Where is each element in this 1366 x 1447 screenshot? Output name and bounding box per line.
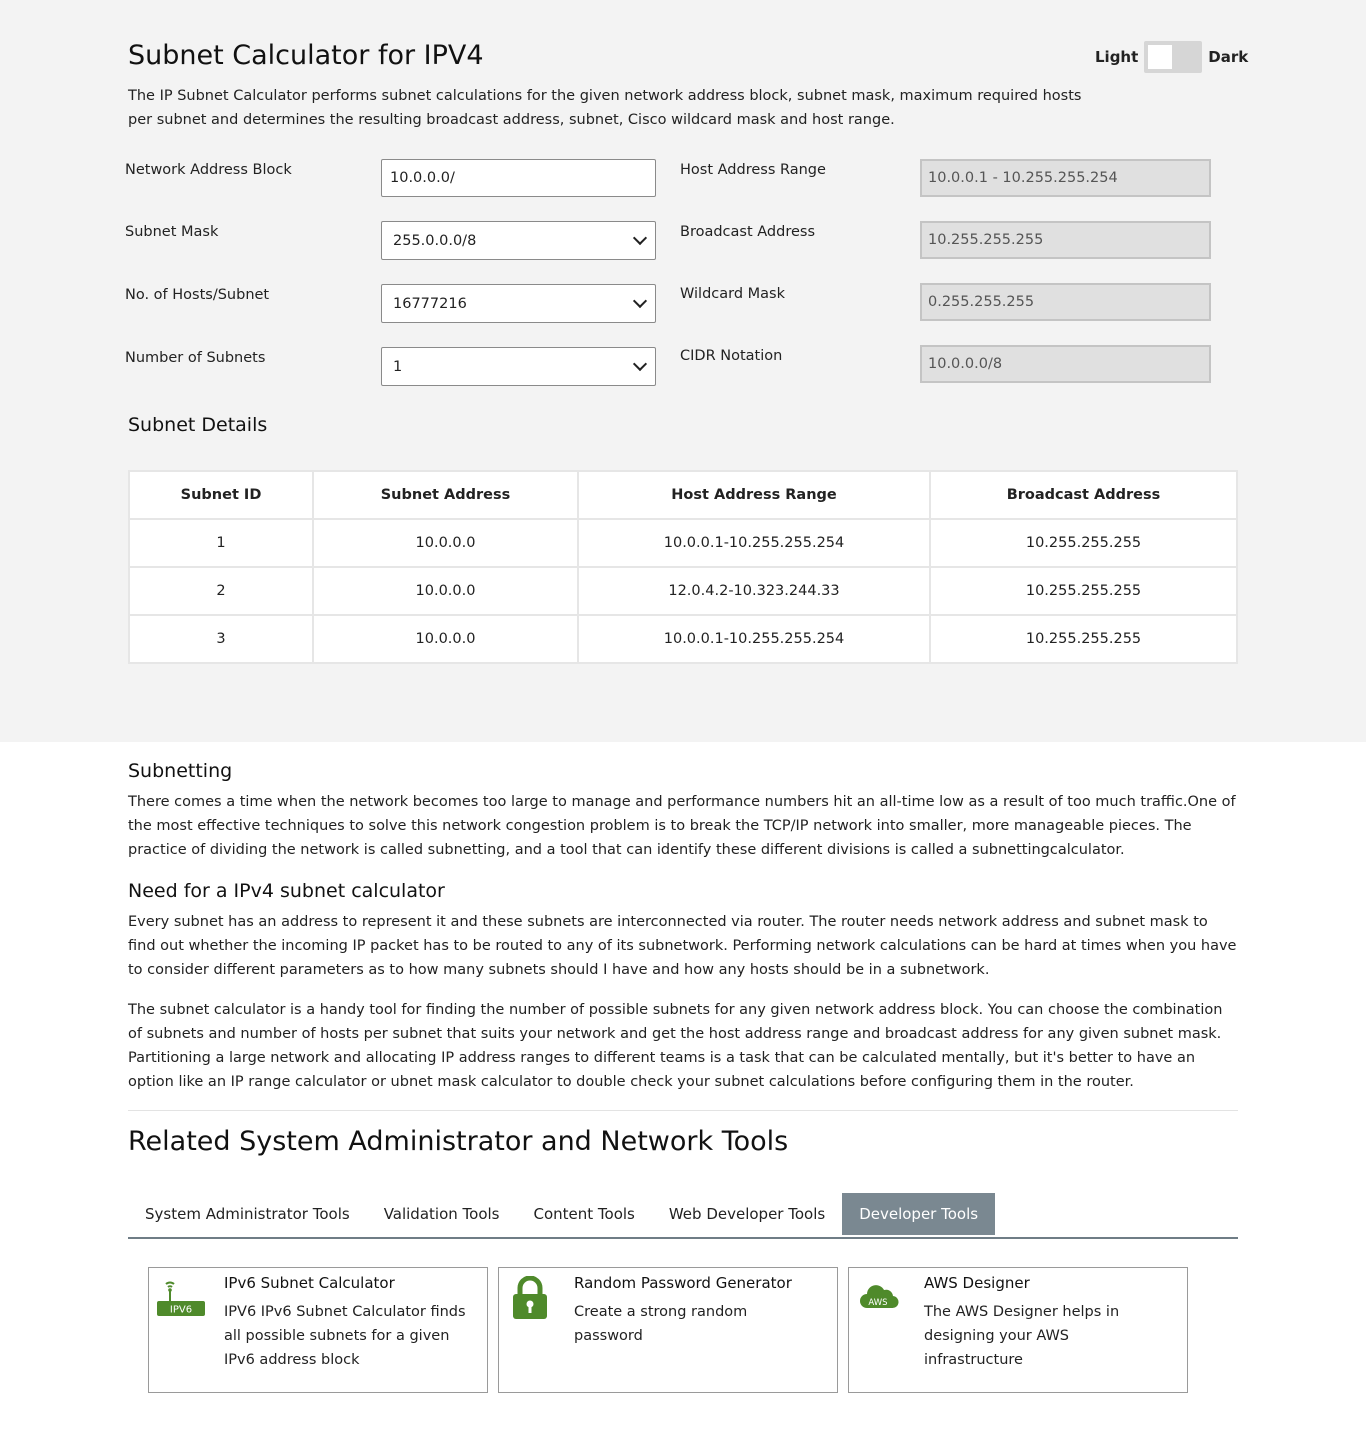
subnet-mask-select[interactable] (381, 221, 656, 260)
broadcast-address-label: Broadcast Address (680, 224, 816, 240)
cidr-notation-label: CIDR Notation (680, 348, 783, 364)
light-label: Light (1095, 48, 1139, 66)
ipv6-icon (157, 1278, 203, 1324)
broadcast-address-output (920, 221, 1211, 259)
table-cell: 10.255.255.255 (930, 567, 1237, 615)
tool-card-random-password-generator[interactable] (498, 1267, 838, 1393)
tool-category-tabs (128, 1193, 1238, 1239)
host-range-value: 10.0.0.1 - 10.255.255.254 (928, 170, 1118, 186)
chevron-down-icon (633, 231, 647, 245)
tool-card-ipv6-subnet-calculator[interactable] (148, 1267, 488, 1393)
ipv6-icon-text: IPV6 (169, 1304, 193, 1316)
aws-cloud-icon (859, 1282, 905, 1328)
network-address-input[interactable] (381, 159, 656, 197)
column-header: Host Address Range (578, 471, 930, 519)
table-header-row (129, 471, 1237, 519)
lock-icon (511, 1276, 557, 1322)
table-cell: 1 (129, 519, 313, 567)
table-cell: 10.255.255.255 (930, 615, 1237, 663)
table-cell: 10.0.0.0 (313, 567, 578, 615)
need-calculator-heading: Need for a IPv4 subnet calculator (128, 880, 445, 902)
subnet-mask-label: Subnet Mask (125, 224, 219, 240)
number-of-subnets-label: Number of Subnets (125, 350, 266, 366)
table-cell: 12.0.4.2-10.323.244.33 (578, 567, 930, 615)
theme-switch[interactable] (1144, 41, 1202, 73)
network-address-value: 10.0.0.0/ (390, 170, 455, 186)
table-cell: 3 (129, 615, 313, 663)
table-cell: 10.0.0.1-10.255.255.254 (578, 615, 930, 663)
subnet-details-title: Subnet Details (128, 414, 268, 436)
dark-label: Dark (1208, 48, 1249, 66)
intro-text: The IP Subnet Calculator performs subnet calculations for the given network address block, subnet mask, maximum required hosts per subnet and determines the resulting broadcast address, subnet, Cisco wildcard mask and host range. (128, 88, 1082, 128)
tab-validation-tools[interactable]: Validation Tools (383, 1205, 500, 1223)
tab-content-tools[interactable]: Content Tools (533, 1205, 635, 1223)
table-row (129, 567, 1237, 615)
broadcast-address-value: 10.255.255.255 (928, 232, 1044, 248)
section-divider (128, 1110, 1238, 1111)
host-range-output (920, 159, 1211, 197)
wildcard-mask-output (920, 283, 1211, 321)
card-description: Create a strong random password (574, 1304, 748, 1344)
theme-switch-knob (1148, 45, 1172, 69)
table-cell: 10.0.0.0 (313, 615, 578, 663)
card-description: IPV6 IPv6 Subnet Calculator finds all possible subnets for a given IPv6 address block (224, 1304, 466, 1368)
tab-developer-tools[interactable]: Developer Tools (842, 1193, 995, 1235)
theme-toggle (1095, 40, 1248, 74)
subnetting-heading: Subnetting (128, 760, 233, 782)
table-cell: 10.0.0.1-10.255.255.254 (578, 519, 930, 567)
host-range-label: Host Address Range (680, 162, 826, 178)
table-row (129, 519, 1237, 567)
wildcard-mask-label: Wildcard Mask (680, 286, 786, 302)
column-header: Subnet ID (129, 471, 313, 519)
subnetting-text: There comes a time when the network becomes too large to manage and performance numbers hit an all-time low as a result of too much traffic.One of the most effective techniques to solve this network congestion problem is to break the TCP/IP network into smaller, more manageable pieces. The practice of dividing the network is called subnetting, and a tool that can identify these different divisions is called a subnettingcalculator. (128, 794, 1236, 858)
table-row (129, 615, 1237, 663)
chevron-down-icon (633, 357, 647, 371)
hosts-per-subnet-value: 16777216 (393, 295, 467, 312)
table-cell: 2 (129, 567, 313, 615)
cidr-notation-output (920, 345, 1211, 383)
tab-web-developer-tools[interactable]: Web Developer Tools (668, 1205, 826, 1223)
wildcard-mask-value: 0.255.255.255 (928, 294, 1035, 310)
table-cell: 10.0.0.0 (313, 519, 578, 567)
column-header: Broadcast Address (930, 471, 1237, 519)
table-cell: 10.255.255.255 (930, 519, 1237, 567)
column-header: Subnet Address (313, 471, 578, 519)
tool-card-aws-designer[interactable] (848, 1267, 1188, 1393)
card-title: Random Password Generator (574, 1274, 792, 1292)
cidr-notation-value: 10.0.0.0/8 (928, 356, 1003, 372)
page-title: Subnet Calculator for IPV4 (128, 40, 484, 71)
subnet-details-table (128, 470, 1238, 664)
tab-system-administrator-tools[interactable]: System Administrator Tools (145, 1205, 350, 1223)
aws-icon-text: AWS (868, 1298, 888, 1308)
number-of-subnets-select[interactable] (381, 347, 656, 386)
card-description: The AWS Designer helps in designing your AWS infrastructure (924, 1304, 1120, 1368)
need-calculator-text-2: The subnet calculator is a handy tool for finding the number of possible subnets for any given network address block. You can choose the combination of subnets and number of hosts per subnet that suits your network and get the host address range and broadcast address for any given subnet mask. Partitioning a large network and allocating IP address ranges to different teams is a task that can be calculated mentally, but it's better to have an option like an IP range calculator or ubnet mask calculator to double check your subnet calculations before configuring them in the router. (128, 1002, 1223, 1090)
need-calculator-text-1: Every subnet has an address to represent it and these subnets are interconnected via router. The router needs network address and subnet mask to find out whether the incoming IP packet has to be routed to any of its subnetwork. Performing network calculations can be hard at times when you have to consider different parameters as to how many subnets should I have and how any hosts should be in a subnetwork. (128, 914, 1237, 978)
subnet-mask-value: 255.0.0.0/8 (393, 232, 477, 249)
network-address-label: Network Address Block (125, 162, 292, 178)
chevron-down-icon (633, 294, 647, 308)
card-title: AWS Designer (924, 1274, 1030, 1292)
number-of-subnets-value: 1 (393, 358, 403, 375)
card-title: IPv6 Subnet Calculator (224, 1274, 395, 1292)
hosts-per-subnet-label: No. of Hosts/Subnet (125, 287, 270, 303)
hosts-per-subnet-select[interactable] (381, 284, 656, 323)
related-tools-title: Related System Administrator and Network Tools (128, 1126, 789, 1157)
